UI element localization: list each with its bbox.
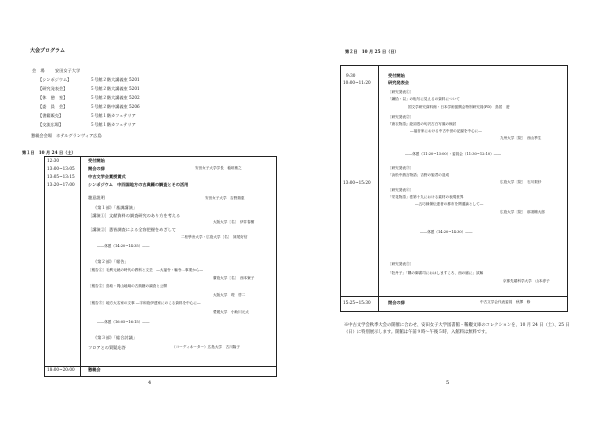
venue-value: ５号館２階大講義室 5201 — [90, 77, 140, 82]
part1-heading: 《第１部》「基調講演」 — [93, 205, 137, 210]
presentation-1-title: 「續拾・以」の転写に見えるの資料について — [388, 97, 460, 101]
break-1: ――休憩（11:20~13:00）・委員会（11:30~12:10）―― — [405, 152, 501, 156]
time-cell: 10:00~11:20 — [343, 80, 371, 85]
report3-title: ［報告③］地方大名家の文事 ―宇和島伊達家にのこる資料を中心に― — [88, 301, 201, 305]
banquet-venue: 懇親会会場 ホテルグランヴィア広島 — [31, 133, 102, 138]
venue-value: 安田女子大学 — [55, 68, 81, 73]
program-title: 大会プログラム — [30, 48, 65, 54]
presentation-3-label: ［研究発表③］ — [388, 166, 414, 170]
symposium-title: シンポジウム 中四国地方の古典籍の調査とその活用 — [88, 182, 189, 187]
lecture1-speaker: 大阪大学［名］ 伊井春樹 — [213, 220, 255, 224]
venue-value: ５号館２階中講義室 5206 — [90, 104, 140, 109]
closing-speaker: 中古文学会代表委員 秋澤 修 — [480, 300, 531, 304]
time-cell: 13:20~17:00 — [47, 182, 75, 187]
venue-label: 【書籍販売】 — [38, 113, 64, 118]
day1-row-divider — [44, 366, 276, 367]
venue-label: 【休 憩 室】 — [38, 95, 68, 100]
time-cell: 13:00~13:05 — [47, 166, 75, 171]
report2-title: ［報告②］鳥取・岡山地域の古典籍の調査と公開 — [88, 284, 168, 288]
exhibition-note: ※中古文学会秋季大会の開催に合わせ、安田女子大学図書館・稀覯文庫のコレクションを、10 月 24 日（土）、25 日（日）に特別展示します。開館は午前９時～午後５時、入館料は無料です。 — [344, 323, 570, 336]
reception-label: 受付開始 — [88, 158, 105, 163]
page-number: 5 — [446, 380, 450, 386]
venue-label: 会 場 — [32, 68, 45, 73]
venue-value: ５号館２階大講義室 5202 — [90, 95, 140, 100]
venue-label: 【研究発表会】 — [38, 86, 68, 91]
time-cell: 18:00~20:00 — [47, 367, 75, 372]
day1-column-divider — [80, 156, 81, 376]
presentation-1-speaker: 国文学研究資料館・日本学術振興会特別研究員(PD) 鳥居 遊 — [408, 105, 510, 109]
lecture1-title: ［講演①］文献資料の調査研究のあり方を考える — [88, 213, 181, 218]
presentation-2-speaker: 九州大学［院］ 西山季生 — [500, 136, 542, 140]
time-cell: 9:30 — [346, 73, 356, 78]
part2-heading: 《第２部》「報告」 — [93, 259, 129, 264]
time-cell: 13:05~13:15 — [47, 174, 75, 179]
venue-value: ５号館１階カフェテリア — [90, 122, 136, 127]
break-1: ――休憩（14:20~14:35）―― — [97, 244, 150, 248]
closing-label: 閉会の辞 — [388, 300, 405, 305]
day2-row-divider — [340, 296, 567, 297]
venue-value: ５号館１階カフェテリア — [90, 113, 136, 118]
day2-column-divider — [378, 65, 379, 311]
part3-heading: 《第３部》「総合討議」 — [93, 335, 137, 340]
time-cell: 12:30 — [47, 158, 60, 163]
lecture2-title: ［講演②］悉皆調査による全容把握をめざして — [88, 227, 176, 232]
discussion-label: フロアとの質疑応答 — [88, 345, 126, 350]
report1-speaker: 廣島大学［名］ 西本寮子 — [213, 276, 255, 280]
presentation-2-title: 『唐衣物語』絵詞巻の旬沢古白写藻の検討 — [388, 122, 457, 126]
session-label: 研究発表会 — [388, 80, 409, 85]
report1-title: ［報告①］毛利元就の時代の教科と文芸 ―大福寺・輪寺…事業から― — [88, 268, 203, 272]
venue-label: 【交流広場】 — [38, 122, 64, 127]
presentation-3-title: 「浜松中納言物語」吉野の姫君の造成 — [388, 173, 450, 177]
award-label: 中古文学会賞授賞式 — [88, 174, 126, 179]
opening-label: 開会の辞 — [88, 166, 105, 171]
venue-value: ５号館２階大講義室 5201 — [90, 86, 140, 91]
presentation-2-subtitle: ―福音家における中古中世の記録を中心に― — [410, 129, 482, 133]
presentation-2-label: ［研究発表②］ — [388, 115, 414, 119]
opening-speaker: 安田女子大学学長 稲垣敏之 — [195, 166, 242, 170]
report3-speaker: 愛媛大学 小助川元太 — [213, 310, 249, 314]
day2-header: 第２日 10 月 25 日（日） — [345, 49, 399, 54]
presentation-1-label: ［研究発表①］ — [388, 90, 414, 94]
day1-schedule-table — [44, 156, 277, 377]
venue-label: 【委 員 会】 — [38, 104, 68, 109]
day1-header: 第１日 10 月 24 日（土） — [22, 150, 76, 155]
discussion-coordinator: （コーディネーター）広島大学 古川隆子 — [172, 345, 240, 349]
time-cell: 13:00~15:20 — [343, 180, 371, 185]
reception-label: 受付開始 — [388, 73, 405, 78]
presentation-4-label: ［研究発表④］ — [388, 188, 414, 192]
break-2: ――休憩（14:20~14:30）―― — [420, 230, 473, 234]
page-number: 4 — [148, 380, 152, 386]
presentation-5-speaker: 京都先端科学大学 山本淳子 — [503, 279, 550, 283]
intro-label: 趣意説明 — [88, 195, 105, 200]
report2-speaker: 大阪大学 堤 啓二 — [213, 293, 246, 297]
presentation-3-speaker: 広島大学［院］ 石川梨紗 — [500, 180, 542, 184]
right-page — [300, 0, 600, 424]
presentation-5-title: 「牡丹子」「隅の御書司におはしますころ、西の廊に」試解 — [388, 271, 484, 275]
presentation-5-label: ［研究発表⑤］ — [388, 262, 414, 266]
time-cell: 15:25~15:30 — [343, 300, 371, 305]
presentation-4-title: 「栄花物語」巻第十九における素材の表現世界 — [388, 195, 464, 199]
presentation-4-subtitle: ―五巧縁傷伝達者の都市を関通論として― — [415, 202, 484, 206]
break-2: ――休憩（16:05~16:15）―― — [97, 320, 150, 324]
party-label: 懇親会 — [88, 367, 101, 372]
lecture2-speaker: 二松學舍大学・広島大学［名］ 妹尾好信 — [181, 235, 248, 239]
presentation-4-speaker: 広島大学［院］ 那須剛大郎 — [500, 210, 545, 214]
venue-label: 【シンポジウム】 — [38, 77, 72, 82]
intro-speaker: 安田女子大学 吉野瑞恵 — [205, 196, 245, 200]
